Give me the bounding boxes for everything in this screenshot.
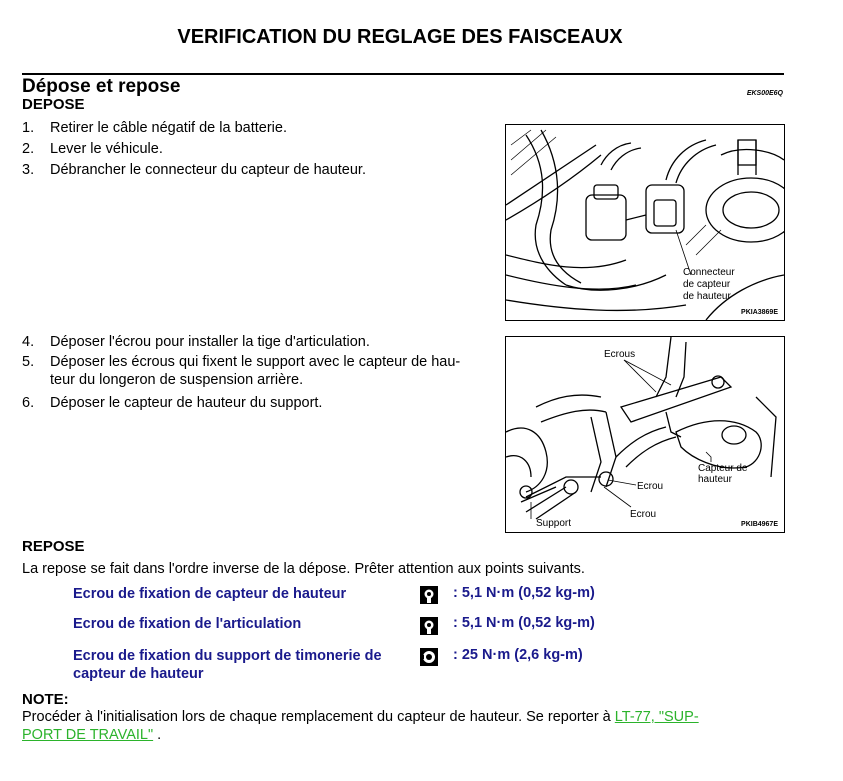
figure-sensor-bracket bbox=[505, 336, 785, 533]
step-text: Déposer les écrous qui fixent le support avec le capteur de hau- bbox=[50, 354, 461, 370]
torque-value: : 25 N·m (2,6 kg-m) bbox=[453, 647, 583, 663]
section-divider bbox=[22, 73, 784, 75]
step-2 bbox=[22, 140, 492, 158]
repose-intro: La repose se fait dans l'ordre inverse de la dépose. Prêter attention aux points suivants. bbox=[22, 561, 585, 577]
torque-label: Ecrou de fixation du support de timonerie de bbox=[73, 648, 382, 664]
figure-label: de capteur bbox=[683, 279, 731, 290]
repose-heading: REPOSE bbox=[22, 538, 85, 555]
page-title: VERIFICATION DU REGLAGE DES FAISCEAUX bbox=[177, 26, 623, 48]
step-5 bbox=[22, 353, 502, 389]
torque-wrench-icon bbox=[420, 586, 438, 604]
figure-code: PKIA3869E bbox=[741, 309, 778, 316]
step-text: Lever le véhicule. bbox=[50, 141, 163, 157]
step-text: Déposer l'écrou pour installer la tige d'articulation. bbox=[50, 334, 370, 350]
step-number: 2. bbox=[22, 141, 35, 157]
step-number: 3. bbox=[22, 162, 35, 178]
step-number: 6. bbox=[22, 395, 35, 411]
connector-illustration bbox=[506, 125, 784, 320]
figure-label: Connecteur bbox=[683, 267, 735, 278]
step-3 bbox=[22, 161, 492, 179]
step-number: 1. bbox=[22, 120, 35, 136]
figure-label: Ecrou bbox=[637, 481, 664, 492]
torque-label: Ecrou de fixation de capteur de hauteur bbox=[73, 586, 347, 602]
figure-connector bbox=[505, 124, 785, 321]
step-text: teur du longeron de suspension arrière. bbox=[50, 372, 304, 388]
note-text-line2 bbox=[22, 727, 161, 743]
note-text bbox=[22, 709, 784, 725]
reference-link[interactable]: PORT DE TRAVAIL" bbox=[22, 727, 154, 743]
sensor-bracket-illustration bbox=[506, 337, 784, 532]
section-heading: Dépose et repose bbox=[22, 76, 181, 97]
figure-label: Capteur de hauteur bbox=[698, 463, 748, 485]
step-6 bbox=[22, 394, 502, 412]
figure-label: de hauteur bbox=[683, 291, 731, 302]
figure-code: PKIB4967E bbox=[741, 521, 778, 528]
step-text: Déposer le capteur de hauteur du support. bbox=[50, 395, 323, 411]
step-number: 5. bbox=[22, 354, 35, 370]
step-text: Retirer le câble négatif de la batterie. bbox=[50, 120, 287, 136]
step-text: Débrancher le connecteur du capteur de hauteur. bbox=[50, 162, 366, 178]
figure-label: Ecrous bbox=[604, 349, 636, 360]
note-text-end: . bbox=[153, 727, 162, 743]
step-4 bbox=[22, 333, 502, 351]
step-1 bbox=[22, 119, 492, 137]
torque-wrench-icon bbox=[420, 617, 438, 635]
torque-label: Ecrou de fixation de l'articulation bbox=[73, 616, 302, 632]
note-text-body: Procéder à l'initialisation lors de chaque remplacement du capteur de hauteur. Se reporter à bbox=[22, 709, 611, 725]
depose-heading: DEPOSE bbox=[22, 96, 85, 113]
note-heading: NOTE: bbox=[22, 691, 69, 708]
reference-link[interactable]: LT-77, "SUP- bbox=[614, 709, 699, 725]
torque-value: : 5,1 N·m (0,52 kg-m) bbox=[453, 615, 595, 631]
figure-label: Ecrou bbox=[630, 509, 657, 520]
torque-socket-icon bbox=[420, 648, 438, 666]
figure-label: Support bbox=[536, 518, 572, 529]
section-code: EKS00E6Q bbox=[746, 90, 783, 97]
torque-label: capteur de hauteur bbox=[73, 666, 204, 682]
step-number: 4. bbox=[22, 334, 35, 350]
torque-value: : 5,1 N·m (0,52 kg-m) bbox=[453, 585, 595, 601]
